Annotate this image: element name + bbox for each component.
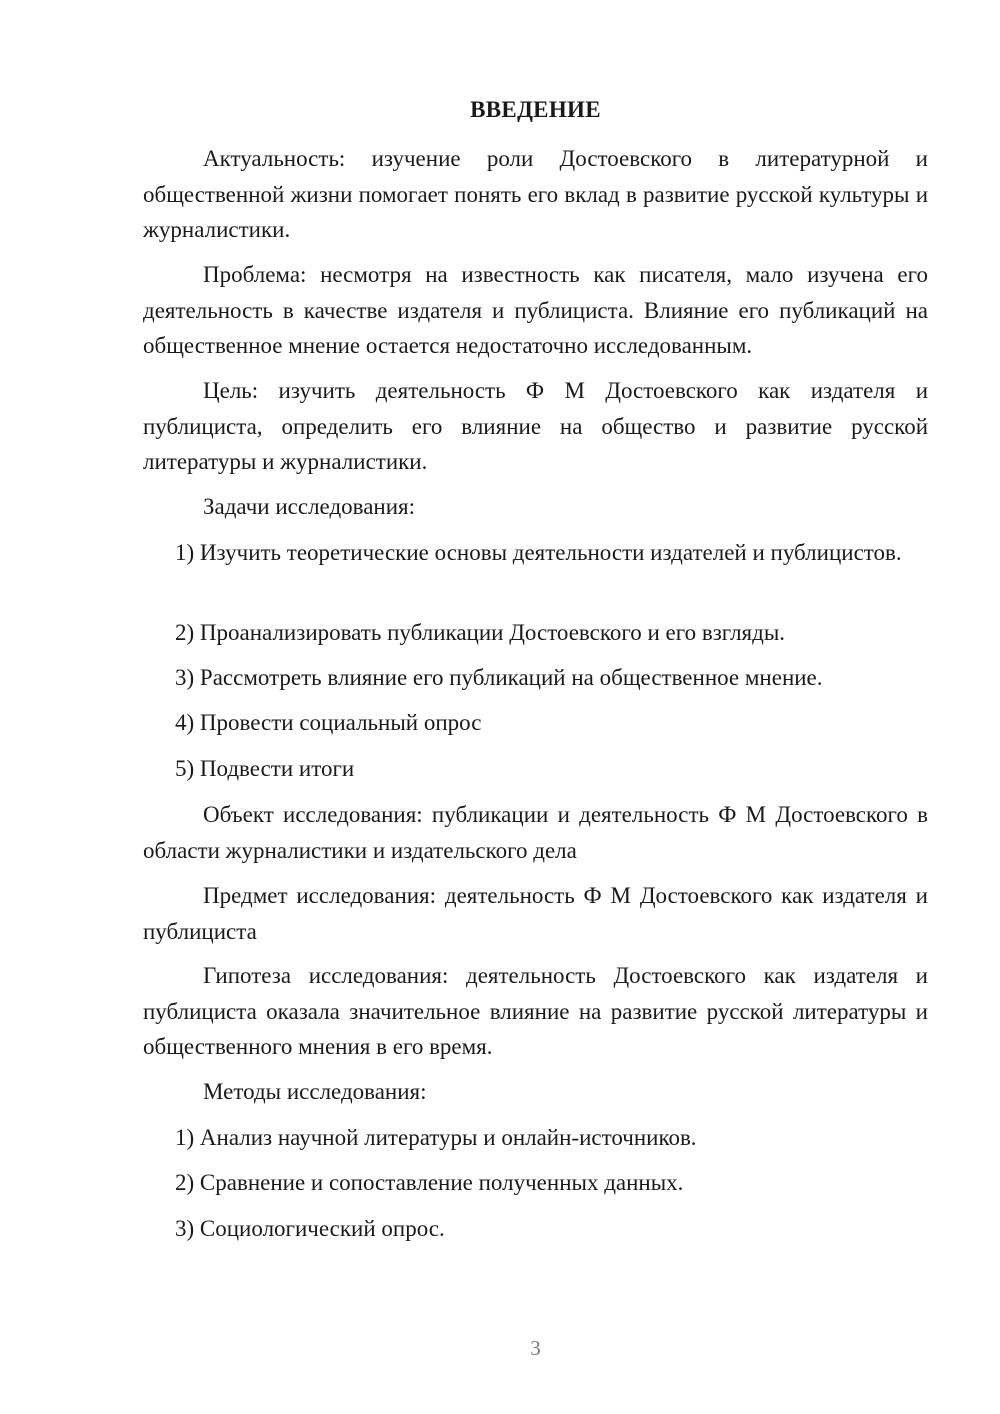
document-page xyxy=(143,0,928,1414)
method-item-1: 1) Анализ научной литературы и онлайн-источников. xyxy=(175,1125,697,1150)
task-item-1: 1) Изучить теоретические основы деятельности издателей и публицистов. xyxy=(175,540,902,565)
method-item-2: 2) Сравнение и сопоставление полученных данных. xyxy=(175,1170,684,1195)
goal-paragraph: Цель: изучить деятельность Ф М Достоевского как издателя и публициста, определить его влияние на общество и развитие русской литературы и журналистики. xyxy=(143,378,928,474)
method-item-3: 3) Социологический опрос. xyxy=(175,1216,445,1241)
subject-paragraph: Предмет исследования: деятельность Ф М Достоевского как издателя и публициста xyxy=(143,883,928,944)
problem-paragraph: Проблема: несмотря на известность как писателя, мало изучена его деятельность в качестве издателя и публициста. Влияние его публикаций на общественное мнение остается недостаточно исследованным. xyxy=(143,262,928,358)
object-paragraph: Объект исследования: публикации и деятельность Ф М Достоевского в области журналистики и издательского дела xyxy=(143,802,928,863)
relevance-paragraph: Актуальность: изучение роли Достоевского в литературной и общественной жизни помогает понять его вклад в развитие русской культуры и журналистики. xyxy=(143,146,928,242)
page-title: ВВЕДЕНИЕ xyxy=(470,97,601,122)
page-number: 3 xyxy=(530,1336,541,1360)
task-item-4: 4) Провести социальный опрос xyxy=(175,710,482,735)
task-item-3: 3) Рассмотреть влияние его публикаций на общественное мнение. xyxy=(175,665,823,690)
task-item-2: 2) Проанализировать публикации Достоевского и его взгляды. xyxy=(175,620,786,645)
methods-heading: Методы исследования: xyxy=(203,1079,427,1104)
tasks-heading: Задачи исследования: xyxy=(203,494,416,519)
task-item-5: 5) Подвести итоги xyxy=(175,756,355,781)
hypothesis-paragraph: Гипотеза исследования: деятельность Достоевского как издателя и публициста оказала значительное влияние на развитие русской литературы и общественного мнения в его время. xyxy=(143,963,928,1059)
